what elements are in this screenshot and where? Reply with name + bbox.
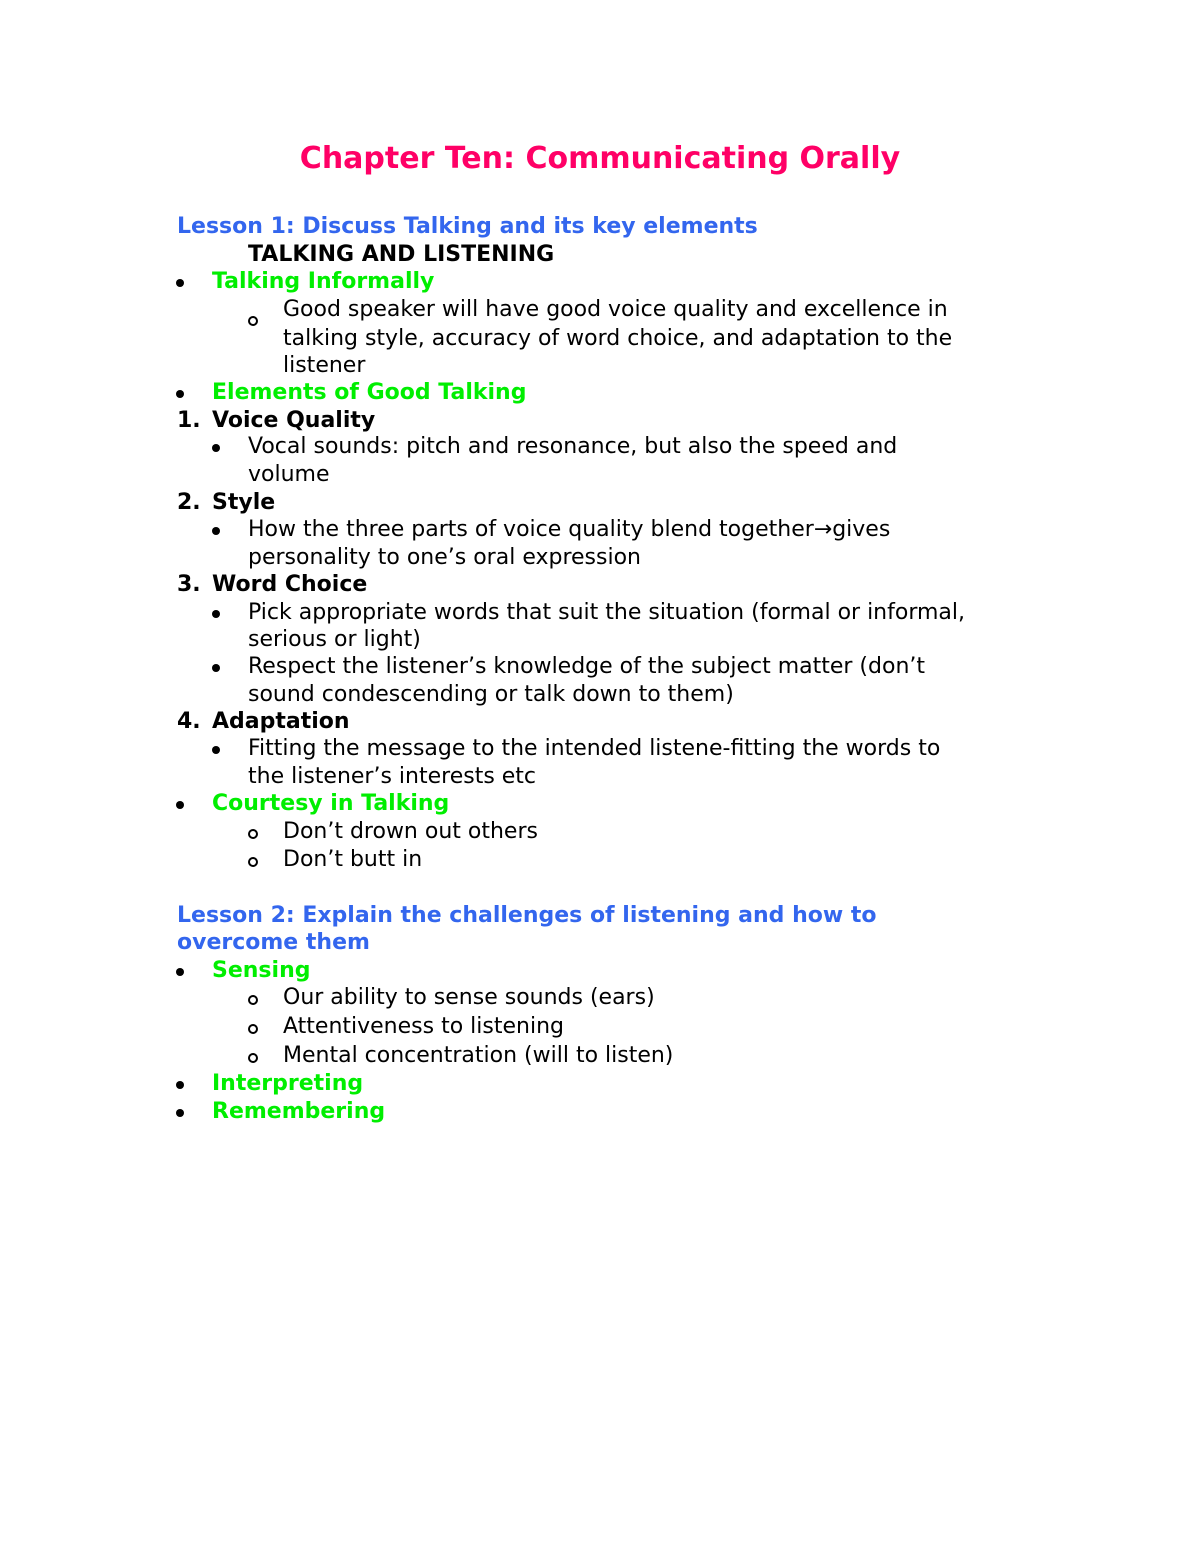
talking-informally-text-line: Good speaker will have good voice quality and excellence in bbox=[283, 297, 948, 322]
style-text-line: How the three parts of voice quality blend together→gives bbox=[248, 517, 891, 542]
lesson-2-heading: overcome them bbox=[177, 930, 370, 955]
circle-bullet-icon bbox=[248, 316, 258, 326]
disc-bullet-icon bbox=[212, 527, 220, 535]
list-number: 4. bbox=[177, 709, 201, 734]
voice-quality-heading: Voice Quality bbox=[212, 408, 376, 433]
talking-listening-subheading: TALKING AND LISTENING bbox=[248, 242, 555, 267]
circle-bullet-icon bbox=[248, 1053, 258, 1063]
courtesy-heading: Courtesy in Talking bbox=[212, 791, 450, 816]
list-number: 1. bbox=[177, 408, 201, 433]
adaptation-heading: Adaptation bbox=[212, 709, 350, 734]
adaptation-text-line: the listener’s interests etc bbox=[248, 764, 537, 789]
word-choice-text-line: Pick appropriate words that suit the situation (formal or informal, bbox=[248, 600, 966, 625]
courtesy-item: Don’t drown out others bbox=[283, 819, 538, 844]
disc-bullet-icon bbox=[212, 746, 220, 754]
list-number: 2. bbox=[177, 490, 201, 515]
circle-bullet-icon bbox=[248, 995, 258, 1005]
talking-informally-heading: Talking Informally bbox=[212, 269, 435, 294]
interpreting-heading: Interpreting bbox=[212, 1071, 364, 1096]
lesson-2-heading: Lesson 2: Explain the challenges of listening and how to bbox=[177, 903, 877, 928]
talking-informally-text-line: talking style, accuracy of word choice, and adaptation to the bbox=[283, 326, 953, 351]
elements-heading: Elements of Good Talking bbox=[212, 380, 527, 405]
word-choice-heading: Word Choice bbox=[212, 572, 368, 597]
sensing-item: Attentiveness to listening bbox=[283, 1014, 564, 1039]
disc-bullet-icon bbox=[176, 1109, 184, 1117]
disc-bullet-icon bbox=[212, 444, 220, 452]
disc-bullet-icon bbox=[176, 390, 184, 398]
adaptation-text-line: Fitting the message to the intended listene-fitting the words to bbox=[248, 736, 941, 761]
sensing-item: Mental concentration (will to listen) bbox=[283, 1043, 674, 1068]
disc-bullet-icon bbox=[212, 664, 220, 672]
voice-quality-text-line: Vocal sounds: pitch and resonance, but also the speed and bbox=[248, 434, 898, 459]
remembering-heading: Remembering bbox=[212, 1099, 386, 1124]
disc-bullet-icon bbox=[176, 968, 184, 976]
circle-bullet-icon bbox=[248, 829, 258, 839]
lesson-1-heading: Lesson 1: Discuss Talking and its key elements bbox=[177, 214, 758, 239]
voice-quality-text-line: volume bbox=[248, 462, 330, 487]
word-choice-text-line: serious or light) bbox=[248, 627, 421, 652]
circle-bullet-icon bbox=[248, 1024, 258, 1034]
page-title: Chapter Ten: Communicating Orally bbox=[299, 141, 901, 176]
disc-bullet-icon bbox=[176, 1081, 184, 1089]
word-choice-text-line: Respect the listener’s knowledge of the subject matter (don’t bbox=[248, 654, 926, 679]
sensing-item: Our ability to sense sounds (ears) bbox=[283, 985, 655, 1010]
disc-bullet-icon bbox=[176, 801, 184, 809]
style-text-line: personality to one’s oral expression bbox=[248, 545, 641, 570]
disc-bullet-icon bbox=[212, 610, 220, 618]
word-choice-text-line: sound condescending or talk down to them) bbox=[248, 682, 734, 707]
disc-bullet-icon bbox=[176, 279, 184, 287]
list-number: 3. bbox=[177, 572, 201, 597]
sensing-heading: Sensing bbox=[212, 958, 311, 983]
style-heading: Style bbox=[212, 490, 276, 515]
talking-informally-text-line: listener bbox=[283, 353, 366, 378]
circle-bullet-icon bbox=[248, 857, 258, 867]
courtesy-item: Don’t butt in bbox=[283, 847, 423, 872]
